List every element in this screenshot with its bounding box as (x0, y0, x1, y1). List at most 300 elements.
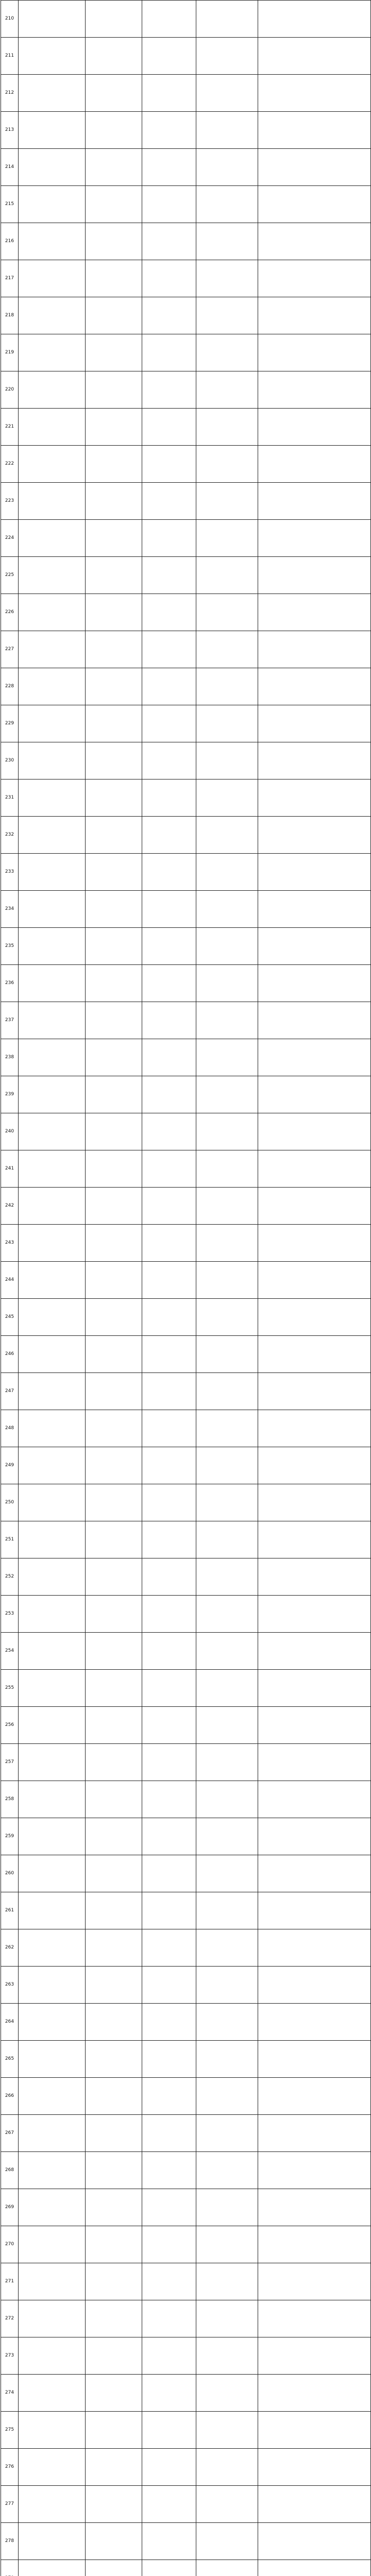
table-row (1, 2560, 371, 2576)
table-row (1, 1336, 371, 1373)
event-title-cell (19, 1002, 86, 1039)
speaker-cell (86, 1967, 142, 2004)
venue-cell (196, 1150, 258, 1188)
table-row (1, 1299, 371, 1336)
event-title-cell (19, 2337, 86, 2375)
row-number-cell: 233 (1, 854, 19, 891)
organizer-cell (258, 668, 371, 705)
speaker-cell (86, 1892, 142, 1929)
table-row (1, 1967, 371, 2004)
speaker-cell (86, 1002, 142, 1039)
event-time-cell (142, 1484, 196, 1521)
row-number-cell: 231 (1, 779, 19, 817)
organizer-cell (258, 705, 371, 742)
event-title-cell (19, 1929, 86, 1967)
venue-cell (196, 2115, 258, 2152)
venue-cell (196, 2337, 258, 2375)
event-title-cell (19, 1558, 86, 1596)
event-time-cell (142, 2560, 196, 2576)
speaker-cell (86, 38, 142, 75)
row-number-cell: 223 (1, 483, 19, 520)
organizer-cell (258, 2300, 371, 2337)
organizer-cell (258, 297, 371, 334)
venue-cell (196, 1929, 258, 1967)
speaker-cell (86, 483, 142, 520)
speaker-cell (86, 2004, 142, 2041)
row-number-cell: 260 (1, 1855, 19, 1892)
event-time-cell (142, 2078, 196, 2115)
event-time-cell (142, 1, 196, 38)
event-time-cell (142, 75, 196, 112)
venue-cell (196, 1373, 258, 1410)
event-time-cell (142, 2375, 196, 2412)
row-number-cell: 254 (1, 1633, 19, 1670)
table-row (1, 1744, 371, 1781)
event-title-cell (19, 891, 86, 928)
venue-cell (196, 594, 258, 631)
speaker-cell (86, 817, 142, 854)
event-title-cell (19, 1225, 86, 1262)
venue-cell (196, 1188, 258, 1225)
event-time-cell (142, 1262, 196, 1299)
organizer-cell (258, 1002, 371, 1039)
row-number-cell: 263 (1, 1967, 19, 2004)
speaker-cell (86, 1781, 142, 1818)
event-title-cell (19, 742, 86, 779)
event-title-cell (19, 1596, 86, 1633)
table-row (1, 1, 371, 38)
event-time-cell (142, 668, 196, 705)
event-title-cell (19, 409, 86, 446)
event-title-cell (19, 1707, 86, 1744)
speaker-cell (86, 2115, 142, 2152)
speaker-cell (86, 260, 142, 297)
event-time-cell (142, 260, 196, 297)
organizer-cell (258, 334, 371, 371)
organizer-cell (258, 2412, 371, 2449)
event-time-cell (142, 186, 196, 223)
row-number-cell: 214 (1, 149, 19, 186)
organizer-cell (258, 260, 371, 297)
event-title-cell (19, 1484, 86, 1521)
table-row (1, 112, 371, 149)
row-number-cell: 229 (1, 705, 19, 742)
table-row (1, 2115, 371, 2152)
venue-cell (196, 1670, 258, 1707)
venue-cell (196, 1707, 258, 1744)
organizer-cell (258, 2449, 371, 2486)
table-row (1, 223, 371, 260)
table-row (1, 520, 371, 557)
organizer-cell (258, 742, 371, 779)
table-row (1, 75, 371, 112)
venue-cell (196, 38, 258, 75)
event-title-cell (19, 1188, 86, 1225)
row-number-cell: 250 (1, 1484, 19, 1521)
speaker-cell (86, 1076, 142, 1113)
event-title-cell (19, 334, 86, 371)
row-number-cell: 211 (1, 38, 19, 75)
venue-cell (196, 260, 258, 297)
event-title-cell (19, 1781, 86, 1818)
organizer-cell (258, 1967, 371, 2004)
venue-cell (196, 1818, 258, 1855)
event-title-cell (19, 260, 86, 297)
organizer-cell (258, 2189, 371, 2226)
speaker-cell (86, 594, 142, 631)
organizer-cell (258, 1076, 371, 1113)
event-title-cell (19, 631, 86, 668)
event-title-cell (19, 1336, 86, 1373)
speaker-cell (86, 409, 142, 446)
table-row (1, 334, 371, 371)
organizer-cell (258, 1596, 371, 1633)
speaker-cell (86, 2523, 142, 2560)
row-number-cell: 244 (1, 1262, 19, 1299)
table-row (1, 1781, 371, 1818)
organizer-cell (258, 1113, 371, 1150)
row-number-cell: 241 (1, 1150, 19, 1188)
speaker-cell (86, 1299, 142, 1336)
row-number-cell: 228 (1, 668, 19, 705)
event-time-cell (142, 223, 196, 260)
row-number-cell: 257 (1, 1744, 19, 1781)
speaker-cell (86, 1225, 142, 1262)
table-row (1, 1447, 371, 1484)
event-title-cell (19, 1262, 86, 1299)
event-title-cell (19, 2078, 86, 2115)
organizer-cell (258, 483, 371, 520)
speaker-cell (86, 2041, 142, 2078)
row-number-cell: 221 (1, 409, 19, 446)
organizer-cell (258, 1039, 371, 1076)
event-title-cell (19, 1855, 86, 1892)
event-time-cell (142, 38, 196, 75)
event-time-cell (142, 779, 196, 817)
event-time-cell (142, 1781, 196, 1818)
row-number-cell: 243 (1, 1225, 19, 1262)
row-number-cell: 240 (1, 1113, 19, 1150)
event-time-cell (142, 1818, 196, 1855)
row-number-cell: 238 (1, 1039, 19, 1076)
organizer-cell (258, 1855, 371, 1892)
venue-cell (196, 2449, 258, 2486)
table-row (1, 2078, 371, 2115)
organizer-cell (258, 2004, 371, 2041)
event-time-cell (142, 594, 196, 631)
event-title-cell (19, 186, 86, 223)
speaker-cell (86, 1484, 142, 1521)
row-number-cell: 215 (1, 186, 19, 223)
organizer-cell (258, 965, 371, 1002)
speaker-cell (86, 1113, 142, 1150)
speaker-cell (86, 1558, 142, 1596)
event-title-cell (19, 75, 86, 112)
event-time-cell (142, 1076, 196, 1113)
table-row (1, 779, 371, 817)
organizer-cell (258, 1447, 371, 1484)
table-row (1, 297, 371, 334)
speaker-cell (86, 2337, 142, 2375)
event-title-cell (19, 594, 86, 631)
table-row (1, 446, 371, 483)
event-title-cell (19, 928, 86, 965)
table-row (1, 2189, 371, 2226)
speaker-cell (86, 186, 142, 223)
venue-cell (196, 557, 258, 594)
venue-cell (196, 705, 258, 742)
event-time-cell (142, 1707, 196, 1744)
event-title-cell (19, 2412, 86, 2449)
organizer-cell (258, 2041, 371, 2078)
table-row (1, 817, 371, 854)
event-title-cell (19, 149, 86, 186)
organizer-cell (258, 2115, 371, 2152)
speaker-cell (86, 1596, 142, 1633)
speaker-cell (86, 112, 142, 149)
event-title-cell (19, 1633, 86, 1670)
event-title-cell (19, 2375, 86, 2412)
organizer-cell (258, 594, 371, 631)
event-time-cell (142, 2337, 196, 2375)
venue-cell (196, 1076, 258, 1113)
speaker-cell (86, 1410, 142, 1447)
table-row (1, 742, 371, 779)
venue-cell (196, 1855, 258, 1892)
speaker-cell (86, 1336, 142, 1373)
event-title-cell (19, 1410, 86, 1447)
row-number-cell: 219 (1, 334, 19, 371)
venue-cell (196, 1558, 258, 1596)
row-number-cell: 272 (1, 2300, 19, 2337)
venue-cell (196, 2375, 258, 2412)
speaker-cell (86, 1670, 142, 1707)
table-row (1, 1188, 371, 1225)
speaker-cell (86, 705, 142, 742)
event-time-cell (142, 520, 196, 557)
table-row (1, 1373, 371, 1410)
event-title-cell (19, 1892, 86, 1929)
event-time-cell (142, 1113, 196, 1150)
venue-cell (196, 1299, 258, 1336)
event-title-cell (19, 520, 86, 557)
row-number-cell: 225 (1, 557, 19, 594)
venue-cell (196, 965, 258, 1002)
row-number-cell: 232 (1, 817, 19, 854)
table-row (1, 1150, 371, 1188)
speaker-cell (86, 223, 142, 260)
row-number-cell: 237 (1, 1002, 19, 1039)
speaker-cell (86, 2300, 142, 2337)
row-number-cell (1, 2560, 19, 2576)
table-row (1, 1262, 371, 1299)
event-time-cell (142, 149, 196, 186)
table-row (1, 371, 371, 409)
organizer-cell (258, 1707, 371, 1744)
event-time-cell (142, 1967, 196, 2004)
row-number-cell: 239 (1, 1076, 19, 1113)
table-row (1, 1410, 371, 1447)
venue-cell (196, 1596, 258, 1633)
event-time-cell (142, 2486, 196, 2523)
table-row (1, 891, 371, 928)
table-row (1, 705, 371, 742)
event-time-cell (142, 1188, 196, 1225)
event-title-cell (19, 965, 86, 1002)
row-number-cell: 230 (1, 742, 19, 779)
venue-cell (196, 446, 258, 483)
venue-cell (196, 1410, 258, 1447)
venue-cell (196, 334, 258, 371)
event-time-cell (142, 1336, 196, 1373)
venue-cell (196, 371, 258, 409)
venue-cell (196, 2078, 258, 2115)
row-number-cell: 278 (1, 2523, 19, 2560)
table-row (1, 1039, 371, 1076)
table-row (1, 1113, 371, 1150)
speaker-cell (86, 2078, 142, 2115)
event-time-cell (142, 112, 196, 149)
speaker-cell (86, 1633, 142, 1670)
speaker-cell (86, 965, 142, 1002)
venue-cell (196, 854, 258, 891)
venue-cell (196, 2152, 258, 2189)
speaker-cell (86, 742, 142, 779)
venue-cell (196, 112, 258, 149)
event-time-cell (142, 1150, 196, 1188)
organizer-cell (258, 75, 371, 112)
event-title-cell (19, 1039, 86, 1076)
table-row (1, 2152, 371, 2189)
venue-cell (196, 1744, 258, 1781)
organizer-cell (258, 186, 371, 223)
table-row (1, 2263, 371, 2300)
event-time-cell (142, 371, 196, 409)
table-row (1, 2449, 371, 2486)
table-row (1, 2375, 371, 2412)
event-time-cell (142, 2115, 196, 2152)
event-title-cell (19, 483, 86, 520)
row-number-cell: 218 (1, 297, 19, 334)
organizer-cell (258, 223, 371, 260)
speaker-cell (86, 1818, 142, 1855)
table-row (1, 557, 371, 594)
event-title-cell (19, 446, 86, 483)
row-number-cell: 255 (1, 1670, 19, 1707)
organizer-cell (258, 1521, 371, 1558)
venue-cell (196, 2226, 258, 2263)
speaker-cell (86, 1262, 142, 1299)
venue-cell (196, 742, 258, 779)
row-number-cell: 259 (1, 1818, 19, 1855)
speaker-cell (86, 334, 142, 371)
speaker-cell (86, 2375, 142, 2412)
organizer-cell (258, 409, 371, 446)
table-row (1, 668, 371, 705)
organizer-cell (258, 2486, 371, 2523)
event-time-cell (142, 1855, 196, 1892)
row-number-cell: 265 (1, 2041, 19, 2078)
event-time-cell (142, 1225, 196, 1262)
event-title-cell (19, 297, 86, 334)
event-title-cell (19, 223, 86, 260)
venue-cell (196, 2486, 258, 2523)
table-row (1, 1521, 371, 1558)
event-title-cell (19, 2449, 86, 2486)
table-row (1, 1225, 371, 1262)
event-time-cell (142, 557, 196, 594)
venue-cell (196, 1967, 258, 2004)
speaker-cell (86, 371, 142, 409)
speaker-cell (86, 1447, 142, 1484)
organizer-cell (258, 2375, 371, 2412)
event-title-cell (19, 2115, 86, 2152)
event-title-cell (19, 557, 86, 594)
table-row (1, 594, 371, 631)
venue-cell (196, 631, 258, 668)
organizer-cell (258, 446, 371, 483)
organizer-cell (258, 2263, 371, 2300)
row-number-cell: 248 (1, 1410, 19, 1447)
speaker-cell (86, 854, 142, 891)
row-number-cell: 275 (1, 2412, 19, 2449)
speaker-cell (86, 631, 142, 668)
row-number-cell: 246 (1, 1336, 19, 1373)
row-number-cell: 266 (1, 2078, 19, 2115)
venue-cell (196, 186, 258, 223)
venue-cell (196, 817, 258, 854)
table-row (1, 260, 371, 297)
row-number-cell: 234 (1, 891, 19, 928)
organizer-cell (258, 149, 371, 186)
venue-cell (196, 409, 258, 446)
event-time-cell (142, 2300, 196, 2337)
organizer-cell (258, 520, 371, 557)
event-time-cell (142, 2041, 196, 2078)
venue-cell (196, 1002, 258, 1039)
event-time-cell (142, 928, 196, 965)
row-number-cell: 256 (1, 1707, 19, 1744)
event-time-cell (142, 2004, 196, 2041)
row-number-cell: 268 (1, 2152, 19, 2189)
venue-cell (196, 1892, 258, 1929)
organizer-cell (258, 1150, 371, 1188)
row-number-cell: 273 (1, 2337, 19, 2375)
row-number-cell: 251 (1, 1521, 19, 1558)
speaker-cell (86, 928, 142, 965)
row-number-cell: 242 (1, 1188, 19, 1225)
row-number-cell: 220 (1, 371, 19, 409)
event-title-cell (19, 817, 86, 854)
organizer-cell (258, 2337, 371, 2375)
speaker-cell (86, 668, 142, 705)
event-title-cell (19, 112, 86, 149)
venue-cell (196, 520, 258, 557)
organizer-cell (258, 1484, 371, 1521)
row-number-cell: 245 (1, 1299, 19, 1336)
speaker-cell (86, 2449, 142, 2486)
event-title-cell (19, 1, 86, 38)
event-title-cell (19, 1373, 86, 1410)
row-number-cell: 226 (1, 594, 19, 631)
event-title-cell (19, 779, 86, 817)
event-time-cell (142, 2152, 196, 2189)
event-time-cell (142, 2263, 196, 2300)
venue-cell (196, 2300, 258, 2337)
organizer-cell (258, 1633, 371, 1670)
organizer-cell (258, 1818, 371, 1855)
event-title-cell (19, 1447, 86, 1484)
